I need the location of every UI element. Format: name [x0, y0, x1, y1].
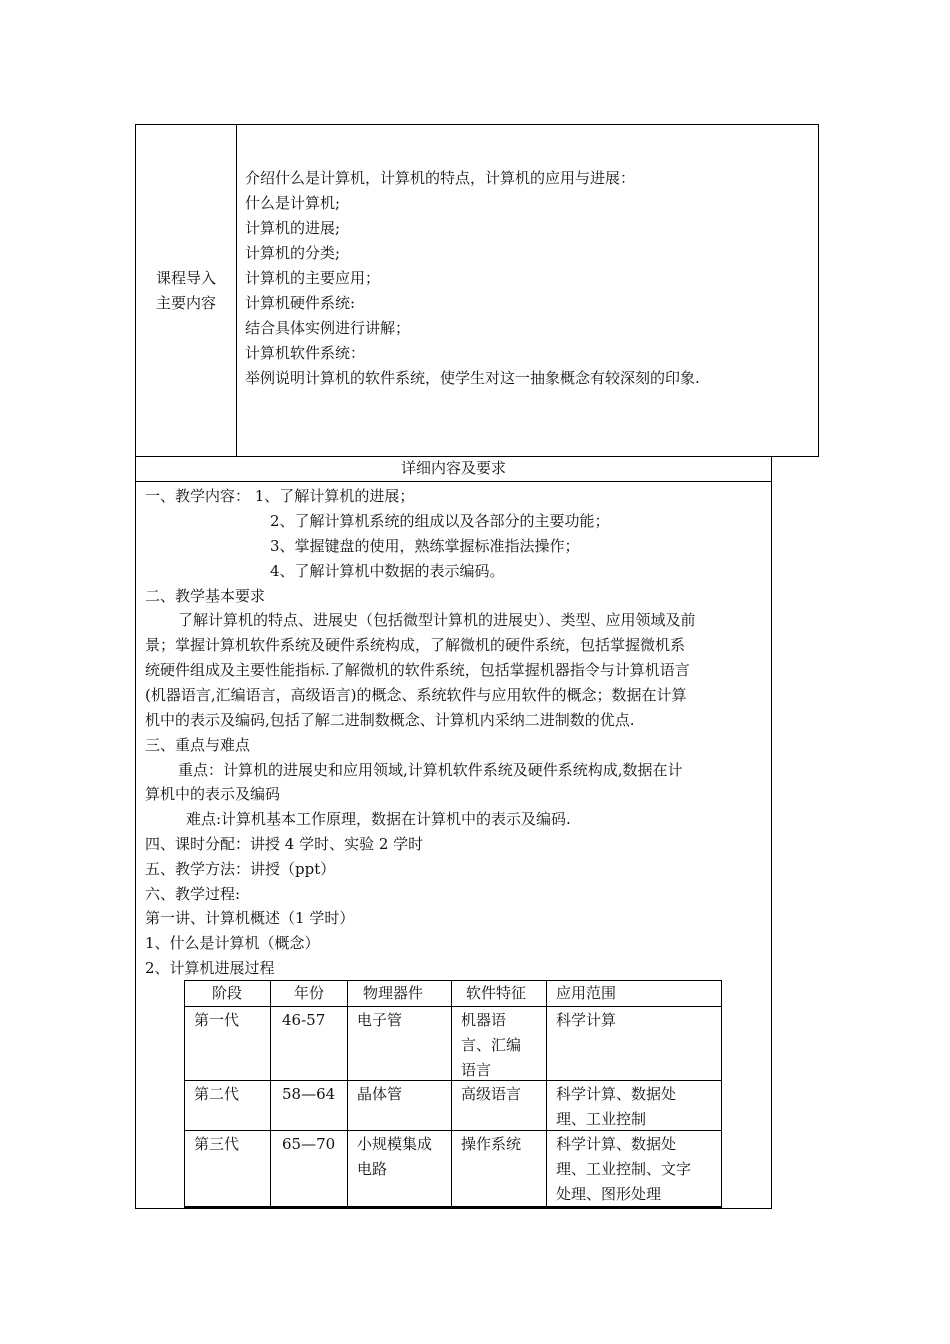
- cell-line: 机器语: [461, 1011, 507, 1029]
- detail-line: 二、教学基本要求: [145, 587, 266, 605]
- table-cell: 科学计算: [556, 1011, 617, 1029]
- detail-line: 4、了解计算机中数据的表示编码。: [270, 562, 505, 580]
- column-header: 阶段: [212, 984, 243, 1002]
- cell-line: 电路: [357, 1160, 388, 1178]
- detail-line: 一、教学内容： 1、了解计算机的进展；: [145, 487, 415, 505]
- column-header: 年份: [294, 984, 325, 1002]
- intro-line: 什么是计算机;: [245, 194, 341, 212]
- detail-line: 1、什么是计算机（概念）: [145, 934, 320, 952]
- cell-line: 理、工业控制、文字: [556, 1160, 692, 1178]
- cell-line: 小规模集成: [357, 1135, 433, 1153]
- table-cell: 65—70: [282, 1135, 336, 1153]
- intro-content: [245, 166, 700, 391]
- detail-line: (机器语言,汇编语言，高级语言)的概念、系统软件与应用软件的概念；数据在计算: [145, 686, 687, 704]
- detail-line: 机中的表示及编码,包括了解二进制数概念、计算机内采纳二进制数的优点.: [145, 711, 635, 729]
- cell-line: 科学计算、数据处: [556, 1085, 677, 1103]
- intro-line: 计算机的进展;: [245, 219, 341, 237]
- table-cell: 晶体管: [357, 1085, 403, 1103]
- intro-line: 介绍什么是计算机，计算机的特点，计算机的应用与进展：: [245, 169, 636, 187]
- table-cell: [556, 1082, 676, 1132]
- table-cell: 电子管: [357, 1011, 403, 1029]
- intro-line: 计算机硬件系统:: [245, 294, 356, 312]
- detail-line: 2、计算机进展过程: [145, 959, 275, 977]
- cell-line: 语言: [461, 1061, 492, 1079]
- intro-label: [136, 266, 236, 316]
- detail-line: 第一讲、计算机概述（1 学时）: [145, 909, 355, 927]
- detail-line: 统硬件组成及主要性能指标.了解微机的软件系统，包括掌握机器指令与计算机语言: [145, 661, 690, 679]
- detail-line: 重点：计算机的进展史和应用领域,计算机软件系统及硬件系统构成,数据在计: [178, 761, 683, 779]
- table-cell: 第二代: [194, 1085, 240, 1103]
- table-cell: [461, 1008, 521, 1083]
- cell-line: 言、汇编: [461, 1036, 522, 1054]
- cell-line: 处理、图形处理: [556, 1185, 662, 1203]
- detail-line: 三、重点与难点: [145, 736, 251, 754]
- column-header: 软件特征: [466, 984, 527, 1002]
- cell-line: 理、工业控制: [556, 1110, 647, 1128]
- detail-line: 算机中的表示及编码: [145, 785, 281, 803]
- table-cell: 操作系统: [461, 1135, 522, 1153]
- column-header: 应用范围: [556, 984, 617, 1002]
- intro-label-line: 主要内容: [155, 294, 216, 312]
- detail-line: 五、教学方法：讲授（ppt）: [145, 860, 336, 878]
- table-cell: [556, 1132, 691, 1207]
- column-header: 物理器件: [363, 984, 424, 1002]
- detail-line: 六、教学过程:: [145, 885, 241, 903]
- intro-line: 举例说明计算机的软件系统，使学生对这一抽象概念有较深刻的印象.: [245, 369, 700, 387]
- intro-line: 结合具体实例进行讲解；: [245, 319, 411, 337]
- table-cell: 58—64: [282, 1085, 336, 1103]
- intro-line: 计算机的分类;: [245, 244, 341, 262]
- detail-line: 3、掌握键盘的使用，熟练掌握标准指法操作；: [270, 537, 580, 555]
- detail-line: 难点:计算机基本工作原理，数据在计算机中的表示及编码.: [186, 810, 571, 828]
- table-cell: 第一代: [194, 1011, 240, 1029]
- cell-line: 科学计算、数据处: [556, 1135, 677, 1153]
- intro-line: 计算机的主要应用；: [245, 269, 381, 287]
- detail-header: 详细内容及要求: [400, 459, 506, 477]
- detail-line: 景；掌握计算机软件系统及硬件系统构成，了解微机的硬件系统，包括掌握微机系: [145, 636, 686, 654]
- table-cell: [357, 1132, 432, 1182]
- table-cell: 高级语言: [461, 1085, 522, 1103]
- detail-line: 2、了解计算机系统的组成以及各部分的主要功能；: [270, 512, 610, 530]
- table-cell: 46-57: [282, 1011, 326, 1029]
- intro-label-line: 课程导入: [155, 269, 216, 287]
- table-cell: 第三代: [194, 1135, 240, 1153]
- detail-line: 四、课时分配：讲授 4 学时、实验 2 学时: [145, 835, 424, 853]
- detail-line: 了解计算机的特点、进展史（包括微型计算机的进展史）、类型、应用领域及前: [178, 611, 696, 629]
- intro-line: 计算机软件系统：: [245, 344, 366, 362]
